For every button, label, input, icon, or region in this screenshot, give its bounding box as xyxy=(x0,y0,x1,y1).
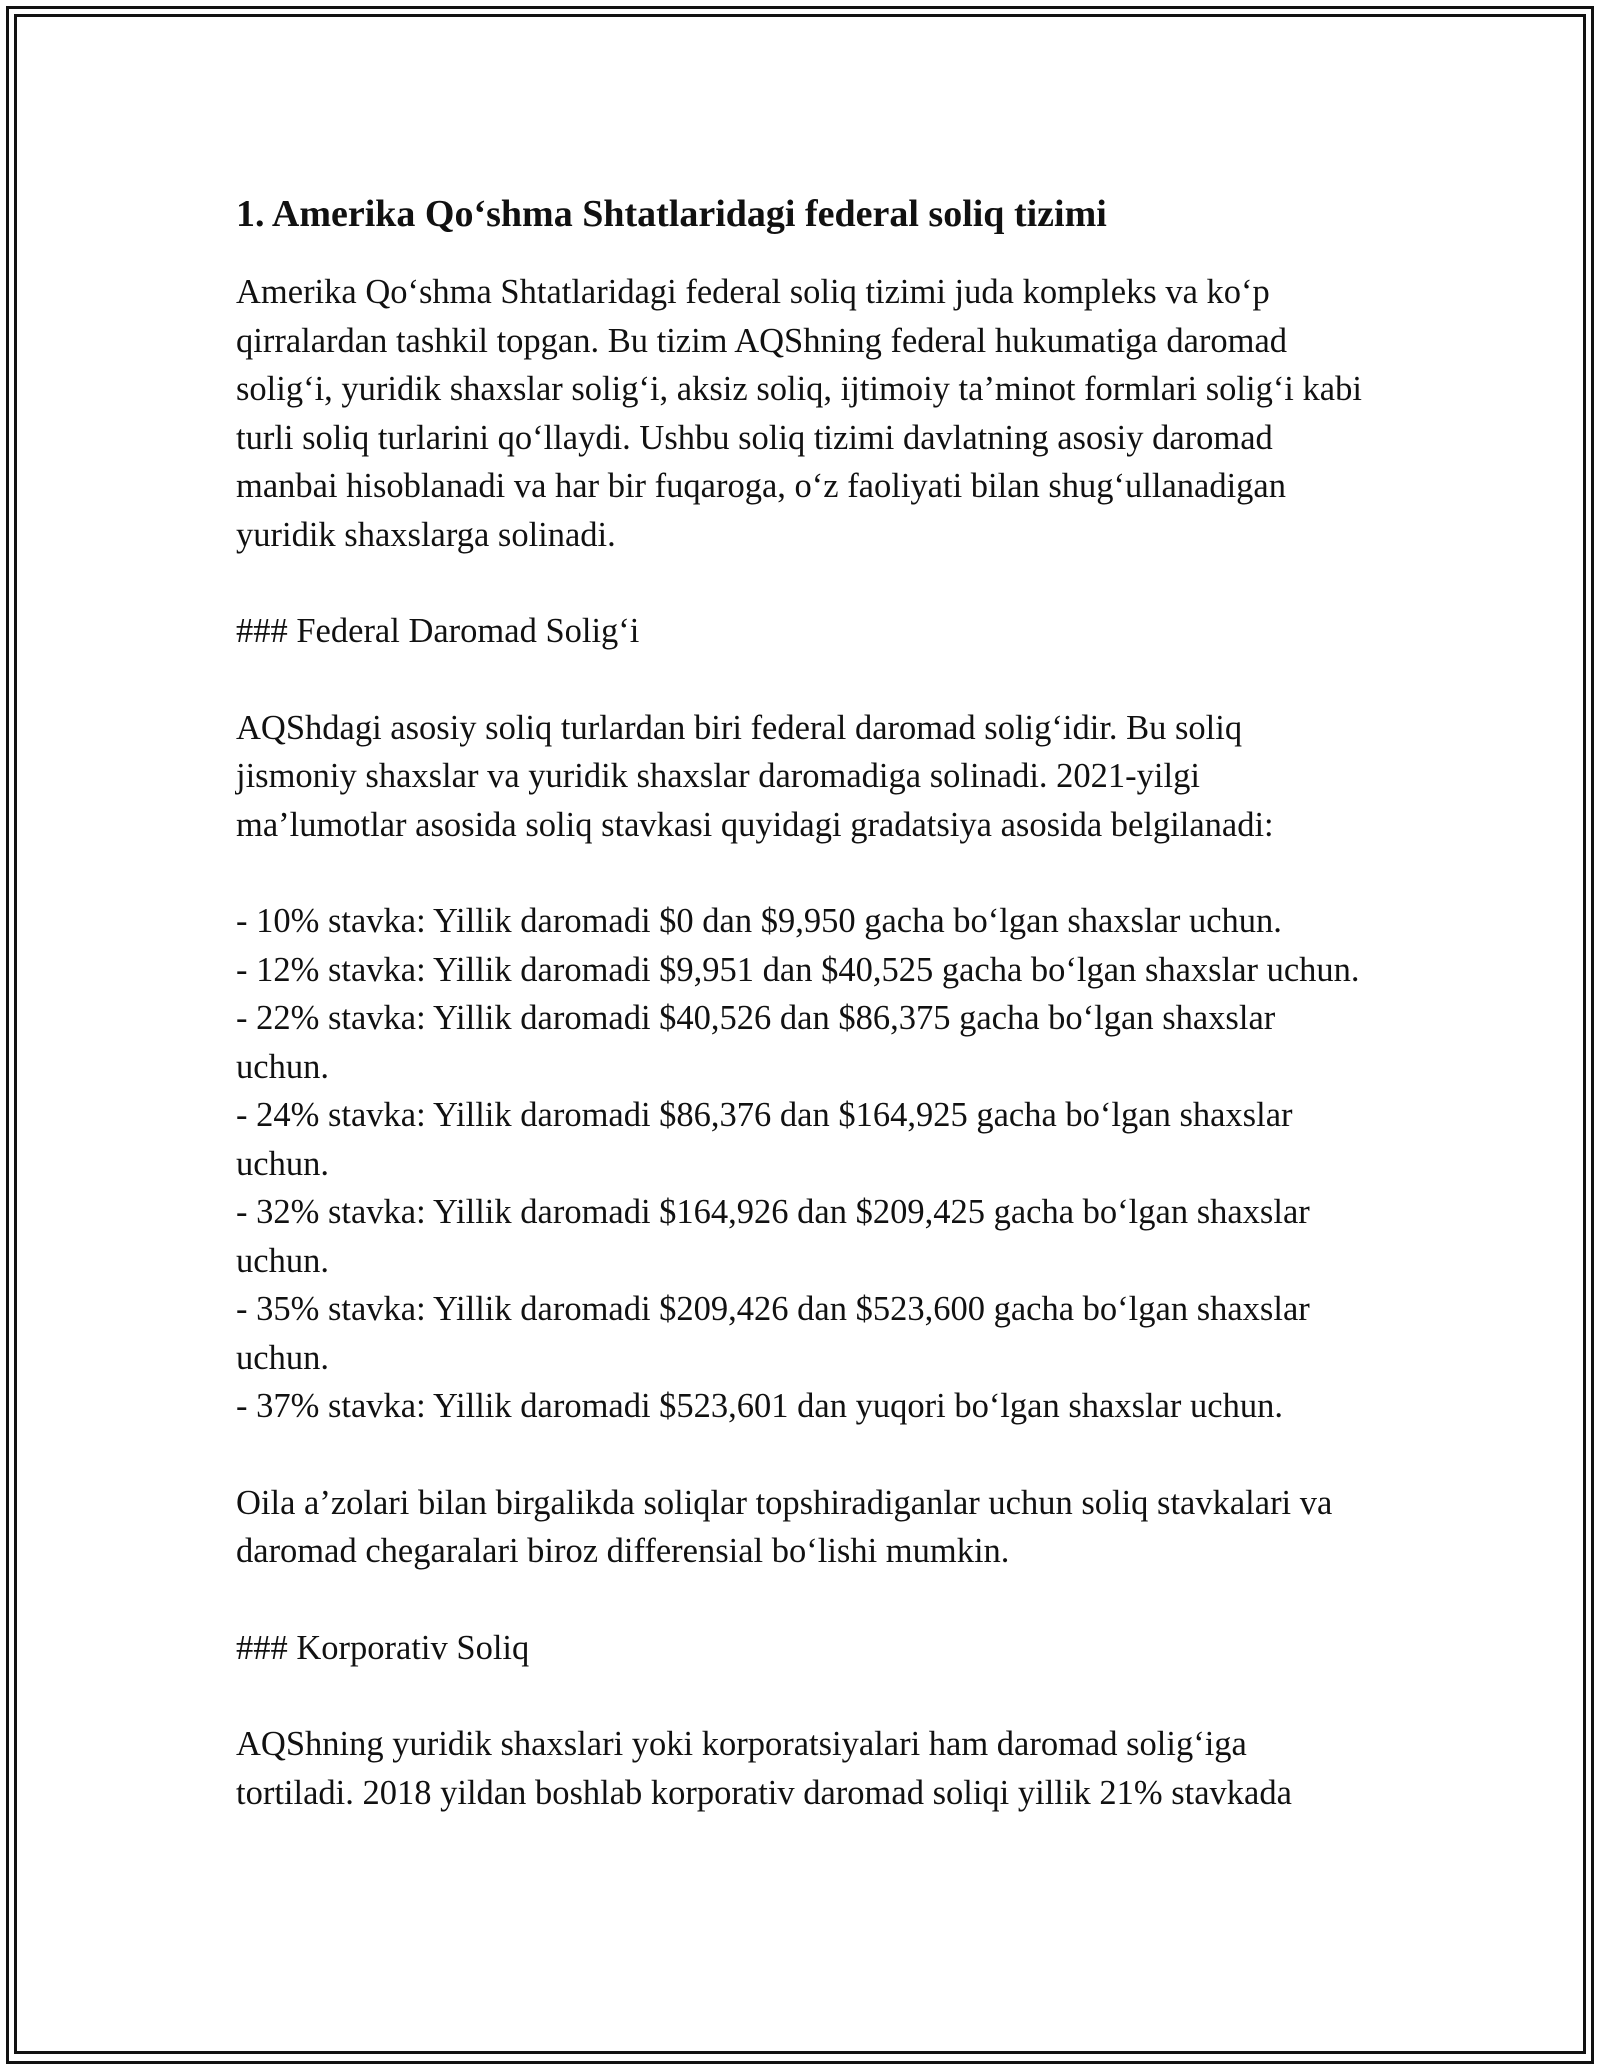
family-filing-note: Oila a’zolari bilan birgalikda soliqlar topshiradiganlar uchun soliq stavkalari va daromad chegaralari biroz differensial bo‘lishi mumkin. xyxy=(236,1483,1333,1570)
tax-bracket-item: - 37% stavka: Yillik daromadi $523,601 dan yuqori bo‘lgan shaxslar uchun. xyxy=(236,1387,1283,1425)
tax-bracket-item: - 35% stavka: Yillik daromadi $209,426 dan $523,600 gacha bo‘lgan shaxslar uchun. xyxy=(236,1290,1310,1377)
document-title: 1. Amerika Qo‘shma Shtatlaridagi federal soliq tizimi xyxy=(236,193,1107,235)
tax-bracket-item: - 24% stavka: Yillik daromadi $86,376 dan $164,925 gacha bo‘lgan shaxslar uchun. xyxy=(236,1096,1293,1183)
tax-bracket-item: - 10% stavka: Yillik daromadi $0 dan $9,950 gacha bo‘lgan shaxslar uchun. xyxy=(236,902,1282,940)
tax-bracket-item: - 12% stavka: Yillik daromadi $9,951 dan $40,525 gacha bo‘lgan shaxslar uchun. xyxy=(236,950,1360,989)
federal-income-tax-paragraph: AQShdagi asosiy soliq turlardan biri federal daromad solig‘idir. Bu soliq jismoniy shaxslar va yuridik shaxslar daromadiga solinadi. 2021-yilgi ma’lumotlar asosida soliq stavkasi quyidagi gradatsiya asosida belgilanadi: xyxy=(236,708,1274,844)
section-heading-federal-income-tax: ### Federal Daromad Solig‘i xyxy=(236,612,640,650)
tax-bracket-list xyxy=(236,897,1366,1431)
corporate-tax-paragraph: AQShning yuridik shaxslari yoki korporatsiyalari ham daromad solig‘iga tortiladi. 2018 yildan boshlab korporativ daromad soliqi yillik 21% stavkada xyxy=(236,1725,1292,1812)
tax-bracket-item: - 32% stavka: Yillik daromadi $164,926 dan $209,425 gacha bo‘lgan shaxslar uchun. xyxy=(236,1193,1310,1280)
tax-bracket-item: - 22% stavka: Yillik daromadi $40,526 dan $86,375 gacha bo‘lgan shaxslar uchun. xyxy=(236,999,1276,1086)
intro-paragraph: Amerika Qo‘shma Shtatlaridagi federal soliq tizimi juda kompleks va ko‘p qirralardan tashkil topgan. Bu tizim AQShning federal hukumatiga daromad solig‘i, yuridik shaxslar solig‘i, aksiz soliq, ijtimoiy ta’minot formlari solig‘i kabi turli soliq turlarini qo‘llaydi. Ushbu soliq tizimi davlatning asosiy daromad manbai hisoblanadi va har bir fuqaroga, o‘z faoliyati bilan shug‘ullanadigan yuridik shaxslarga solinadi. xyxy=(236,273,1362,554)
document-body xyxy=(236,186,1366,1865)
section-heading-corporate-tax: ### Korporativ Soliq xyxy=(236,1628,530,1667)
